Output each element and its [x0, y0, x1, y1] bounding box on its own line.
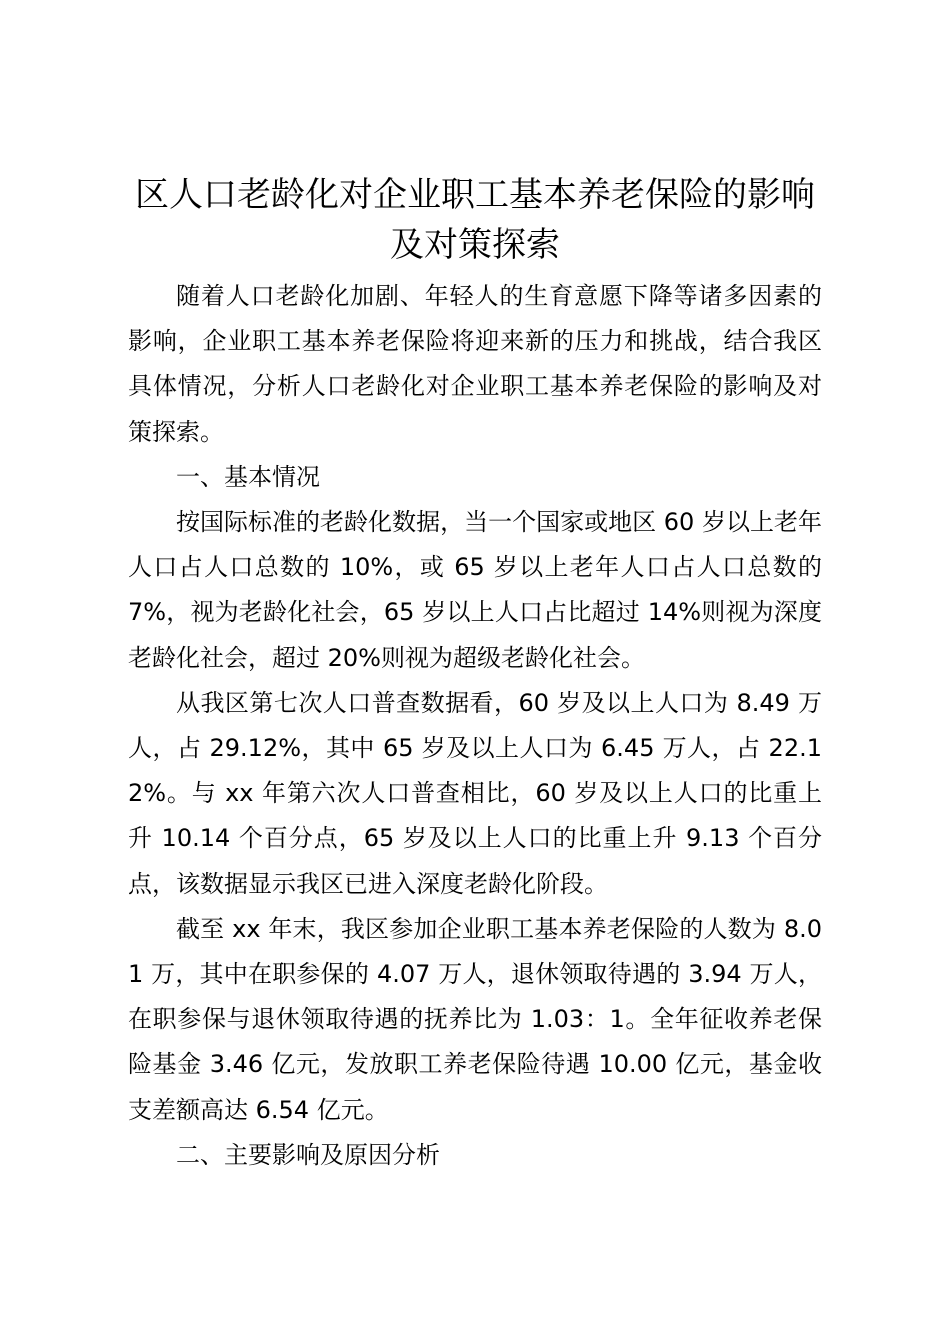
section-1-heading: 一、基本情况: [176, 462, 320, 491]
document-body: [128, 274, 822, 1178]
section-1-paragraph-2: 从我区第七次人口普查数据看，60 岁及以上人口为 8.49 万人，占 29.12%，其中 65 岁及以上人口为 6.45 万人，占 22.12%。与 xx 年第六次人口普查相比，60 岁及以上人口的比重上升 10.14 个百分点，65 岁及以上人口的比重上升 9.13 个百分点，该数据显示我区已进入深度老龄化阶段。: [128, 688, 822, 898]
section-1-paragraph-1: 按国际标准的老龄化数据，当一个国家或地区 60 岁以上老年人口占人口总数的 10%，或 65 岁以上老年人口占人口总数的 7%，视为老龄化社会，65 岁以上人口占比超过 14%则视为深度老龄化社会，超过 20%则视为超级老龄化社会。: [128, 508, 822, 672]
document-title: [128, 170, 822, 270]
title-line-1: 区人口老龄化对企业职工基本养老保险的影响: [135, 175, 815, 215]
document-page: [128, 170, 822, 1178]
intro-paragraph: 随着人口老龄化加剧、年轻人的生育意愿下降等诸多因素的影响，企业职工基本养老保险将迎来新的压力和挑战，结合我区具体情况，分析人口老龄化对企业职工基本养老保险的影响及对策探索。: [128, 282, 822, 446]
title-line-2: 及对策探索: [390, 225, 560, 265]
section-2-heading: 二、主要影响及原因分析: [176, 1140, 440, 1169]
section-1-paragraph-3: 截至 xx 年末，我区参加企业职工基本养老保险的人数为 8.01 万，其中在职参保的 4.07 万人，退休领取待遇的 3.94 万人，在职参保与退休领取待遇的抚养比为 1.03：1。全年征收养老保险基金 3.46 亿元，发放职工养老保险待遇 10.00 亿元，基金收支差额高达 6.54 亿元。: [128, 914, 822, 1124]
